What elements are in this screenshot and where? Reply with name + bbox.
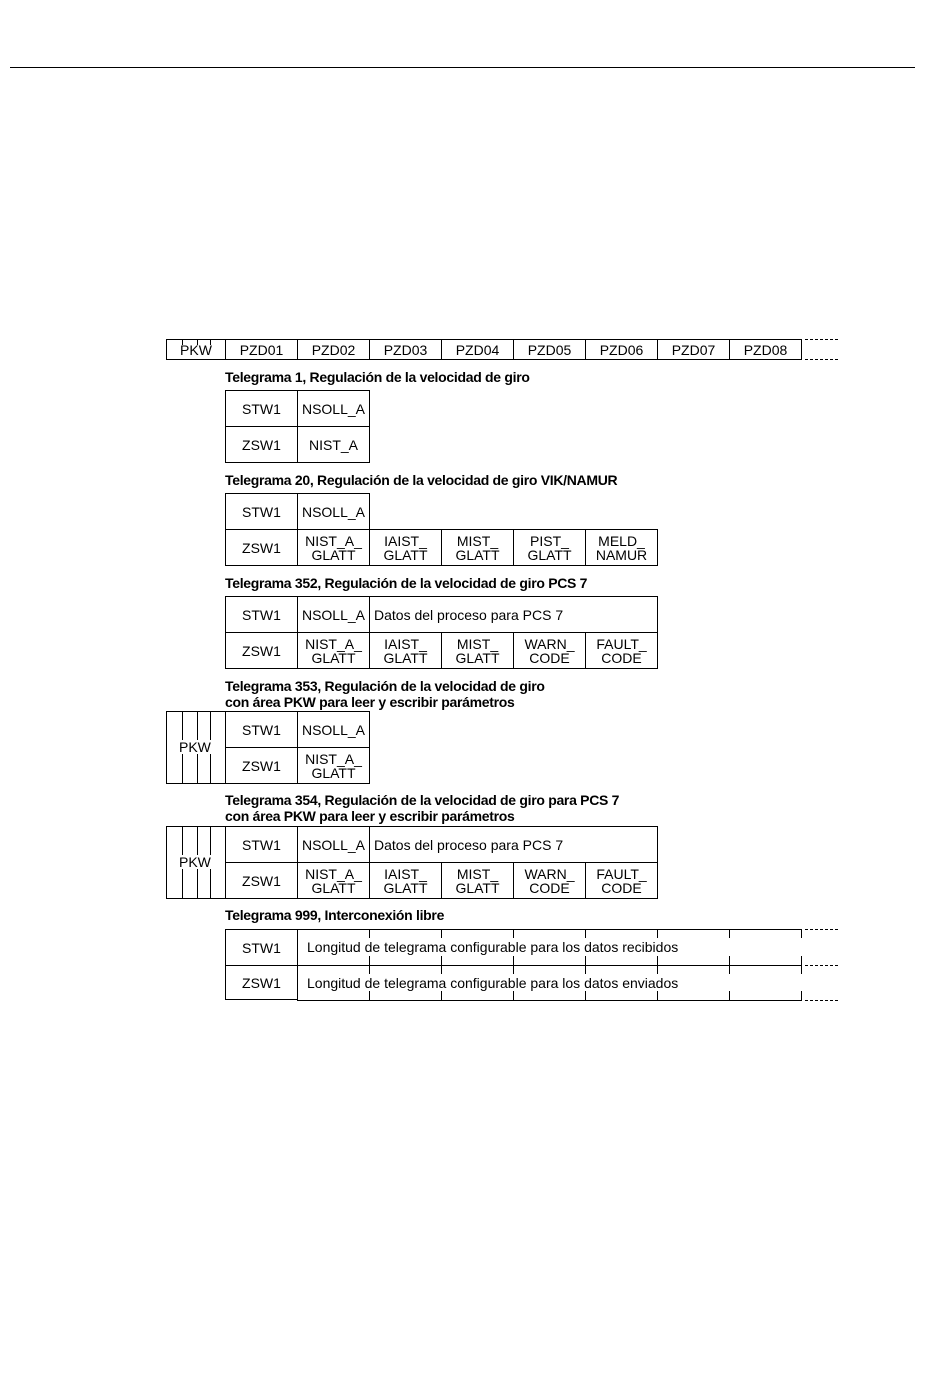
t353-nist-a-glatt: NIST_A_ GLATT: [297, 747, 370, 784]
t999-tick: [585, 991, 586, 1000]
pkw-header-tick: [210, 339, 211, 345]
t999-hline-bot: [297, 1000, 802, 1001]
telegram-354-title-line1: Telegrama 354, Regulación de la velocidad de giro para PCS 7: [225, 792, 620, 808]
t353-stw1: STW1: [225, 711, 298, 748]
t354-send-0: ZSW1: [225, 862, 298, 899]
t354-nsoll-a: NSOLL_A: [297, 826, 370, 863]
t999-send-length: Longitud de telegrama configurable para los datos enviados: [307, 975, 679, 991]
t1-nist-a: NIST_A: [297, 426, 370, 463]
t999-tick: [801, 991, 802, 1000]
telegram-1-title: Telegrama 1, Regulación de la velocidad de giro: [225, 369, 530, 385]
t20-send-0: ZSW1: [225, 529, 298, 566]
t353-zsw1: ZSW1: [225, 747, 298, 784]
t20-send-2: IAIST_ GLATT: [369, 529, 442, 566]
t999-tick: [585, 956, 586, 974]
header-pzd05: PZD05: [513, 339, 586, 360]
t999-tick: [657, 956, 658, 974]
header-pzd03: PZD03: [369, 339, 442, 360]
t999-zsw1: ZSW1: [225, 965, 298, 1000]
t354-send-1: NIST_A_ GLATT: [297, 862, 370, 899]
t352-send-5: FAULT_ CODE: [585, 632, 658, 669]
t352-nsoll-a: NSOLL_A: [297, 596, 370, 633]
t999-receive-length: Longitud de telegrama configurable para los datos recibidos: [307, 939, 679, 955]
t999-tick: [369, 991, 370, 1000]
t20-send-3: MIST_ GLATT: [441, 529, 514, 566]
t20-send-5: MELD_ NAMUR: [585, 529, 658, 566]
t999-hline-mid: [297, 965, 802, 966]
telegram-999-title: Telegrama 999, Interconexión libre: [225, 907, 445, 923]
t999-hline-top: [297, 929, 802, 930]
t352-send-0: ZSW1: [225, 632, 298, 669]
t354-send-2: IAIST_ GLATT: [369, 862, 442, 899]
telegram-353-title-line2: con área PKW para leer y escribir parámetros: [225, 694, 515, 710]
t999-dash-mid: [805, 965, 838, 966]
telegram-352-title: Telegrama 352, Regulación de la velocidad de giro PCS 7: [225, 575, 588, 591]
t354-send-4: WARN_ CODE: [513, 862, 586, 899]
t20-send-1: NIST_A_ GLATT: [297, 529, 370, 566]
t999-tick: [729, 991, 730, 1000]
t999-tick: [729, 956, 730, 974]
t352-stw1: STW1: [225, 596, 298, 633]
t999-tick: [513, 991, 514, 1000]
t999-tick: [441, 929, 442, 938]
header-pzd07: PZD07: [657, 339, 730, 360]
t353-pkw-label: PKW: [179, 739, 211, 755]
pkw-header-tick: [197, 339, 198, 345]
t354-stw1: STW1: [225, 826, 298, 863]
header-pzd04: PZD04: [441, 339, 514, 360]
t999-tick: [369, 956, 370, 974]
t999-tick: [657, 929, 658, 938]
header-pzd02: PZD02: [297, 339, 370, 360]
t999-dash-bot: [805, 1000, 838, 1001]
t999-tick: [369, 929, 370, 938]
t20-nsoll-a: NSOLL_A: [297, 493, 370, 530]
t1-nsoll-a: NSOLL_A: [297, 390, 370, 427]
t20-stw1: STW1: [225, 493, 298, 530]
header-pzd01: PZD01: [225, 339, 298, 360]
t352-send-4: WARN_ CODE: [513, 632, 586, 669]
header-continuation-bottom: [805, 359, 838, 360]
t354-send-3: MIST_ GLATT: [441, 862, 514, 899]
t999-tick: [513, 929, 514, 938]
t999-tick: [657, 991, 658, 1000]
t999-tick: [801, 929, 802, 938]
telegram-354-title-line2: con área PKW para leer y escribir parámetros: [225, 808, 515, 824]
header-pkw: PKW: [166, 339, 226, 360]
t354-pkw-label: PKW: [179, 854, 211, 870]
t999-tick: [729, 929, 730, 938]
telegram-20-title: Telegrama 20, Regulación de la velocidad de giro VIK/NAMUR: [225, 472, 618, 488]
t352-pcs7-data: Datos del proceso para PCS 7: [369, 596, 658, 633]
t999-tick: [441, 956, 442, 974]
header-pzd06: PZD06: [585, 339, 658, 360]
pkw-header-tick: [182, 339, 183, 345]
t999-stw1: STW1: [225, 929, 298, 966]
header-continuation-top: [805, 339, 838, 340]
telegram-353-title-line1: Telegrama 353, Regulación de la velocidad de giro: [225, 678, 545, 694]
header-pzd08: PZD08: [729, 339, 802, 360]
t1-zsw1: ZSW1: [225, 426, 298, 463]
t354-pcs7-data: Datos del proceso para PCS 7: [369, 826, 658, 863]
t352-send-1: NIST_A_ GLATT: [297, 632, 370, 669]
t1-stw1: STW1: [225, 390, 298, 427]
t999-dash-top: [805, 929, 838, 930]
t20-send-4: PIST_ GLATT: [513, 529, 586, 566]
t999-tick: [801, 956, 802, 974]
t354-send-5: FAULT_ CODE: [585, 862, 658, 899]
t999-tick: [585, 929, 586, 938]
t352-send-2: IAIST_ GLATT: [369, 632, 442, 669]
t352-send-3: MIST_ GLATT: [441, 632, 514, 669]
t999-tick: [513, 956, 514, 974]
t999-tick: [441, 991, 442, 1000]
t353-nsoll-a: NSOLL_A: [297, 711, 370, 748]
page-header-rule: [10, 67, 915, 68]
